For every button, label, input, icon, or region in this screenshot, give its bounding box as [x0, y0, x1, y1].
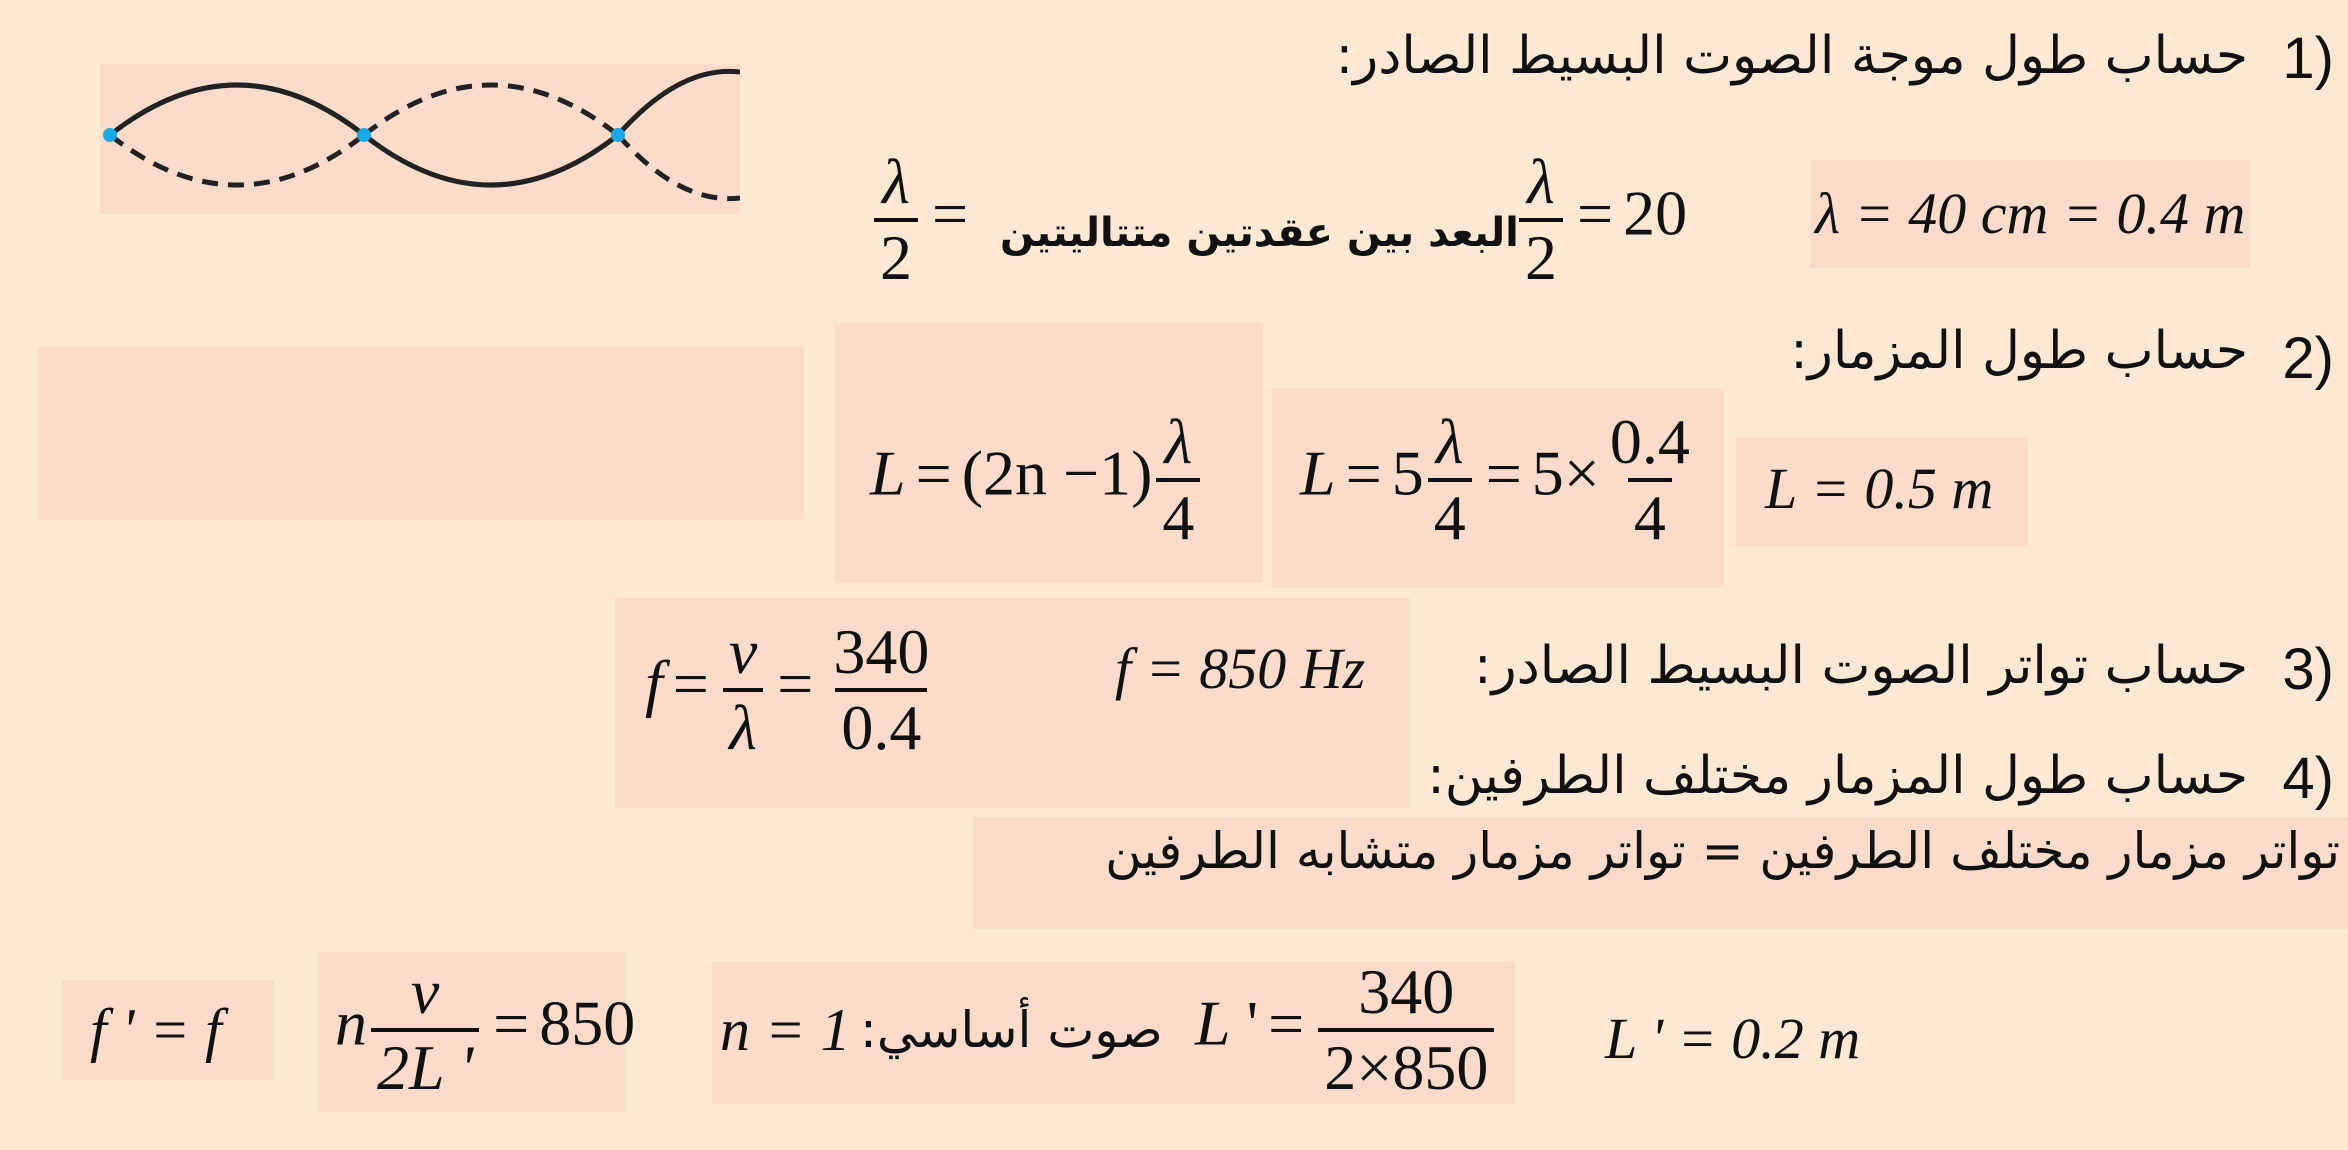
- q1-half-lambda-eq: $\frac{\lambda}{2}$ =: [870, 150, 978, 290]
- q2-formula: L = (2n −1) $\frac{\lambda}{4}$: [870, 410, 1204, 550]
- q4-lprime-formula: L ' = $\frac{340}{2\times 850}$: [1195, 960, 1498, 1100]
- q1-half-lambda-value: $\frac{\lambda}{2}$ = 20: [1515, 150, 1687, 290]
- q3-den: 0.4: [835, 688, 927, 760]
- q2-sub-coef-2: 5: [1531, 437, 1564, 509]
- q2-title: حساب طول المزمار:: [1790, 321, 2248, 381]
- q4-lprime-den: 2×850: [1318, 1028, 1494, 1100]
- q4-eq1: f ' = f: [90, 997, 222, 1063]
- q4-statement: [980, 820, 2340, 883]
- q2-sub-den-2: 4: [1628, 478, 1672, 550]
- q1-title: حساب طول موجة الصوت البسيط الصادر:: [1335, 26, 2248, 86]
- q1-node-distance-text: البعد بين عقدتين متتاليتين: [1000, 210, 1519, 256]
- q2-sub-num: 0.4: [1609, 406, 1690, 477]
- q2-formula-coef: (2n −1): [961, 437, 1153, 509]
- q2-substituted: L = 5 $\frac{\lambda}{4}$ = 5× $\frac{0.4}{4}$: [1300, 410, 1700, 550]
- empty-box: [38, 347, 804, 520]
- q2-sub-den-1: 4: [1428, 478, 1472, 550]
- wave-solid-2: [364, 135, 618, 185]
- q4-result: L ' = 0.2 m: [1605, 1006, 1861, 1071]
- q2-number: 2): [2282, 326, 2334, 391]
- wave-dashed-2: [364, 85, 618, 135]
- q3-title: حساب تواتر الصوت البسيط الصادر:: [1473, 636, 2248, 696]
- node-dot-2: [357, 128, 371, 142]
- standing-wave-diagram: [100, 60, 740, 210]
- q1-result: λ = 40 cm = 0.4 m: [1815, 181, 2246, 246]
- q3-num: 340: [833, 616, 930, 687]
- q2-result: L = 0.5 m: [1765, 456, 1994, 521]
- q4-n-value: n = 1: [720, 997, 851, 1063]
- q4-number: 4): [2282, 746, 2334, 811]
- wave-dashed-3: [618, 135, 740, 199]
- q4-eq2: n $\frac{v}{2L '}$ = 850: [335, 956, 636, 1103]
- q2-formula-den: 4: [1156, 478, 1200, 550]
- q4-statement-text: تواتر مزمار مختلف الطرفين = تواتر مزمار متشابه الطرفين: [1105, 822, 2340, 880]
- q3-formula: f = $\frac{v}{\lambda}$ = $\frac{340}{0.4}$: [645, 620, 939, 760]
- q1-twenty: 20: [1623, 177, 1688, 249]
- q4-eq2-den: 2L ': [377, 1032, 474, 1103]
- q1-number: 1): [2282, 26, 2334, 91]
- wave-dashed-1: [110, 135, 364, 185]
- q3-number: 3): [2282, 637, 2334, 702]
- wave-solid-3: [618, 71, 740, 135]
- node-dot-1: [103, 128, 117, 142]
- q4-lprime-num: 340: [1358, 956, 1455, 1027]
- node-dot-3: [611, 128, 625, 142]
- q3-result: f = 850 Hz: [1115, 636, 1366, 701]
- wave-solid-1: [110, 85, 364, 135]
- q2-sub-coef-1: 5: [1391, 437, 1424, 509]
- q4-fundamental-text: صوت أساسي:: [860, 1001, 1163, 1059]
- q4-title: حساب طول المزمار مختلف الطرفين:: [1427, 746, 2248, 806]
- q4-eq2-value: 850: [539, 987, 636, 1059]
